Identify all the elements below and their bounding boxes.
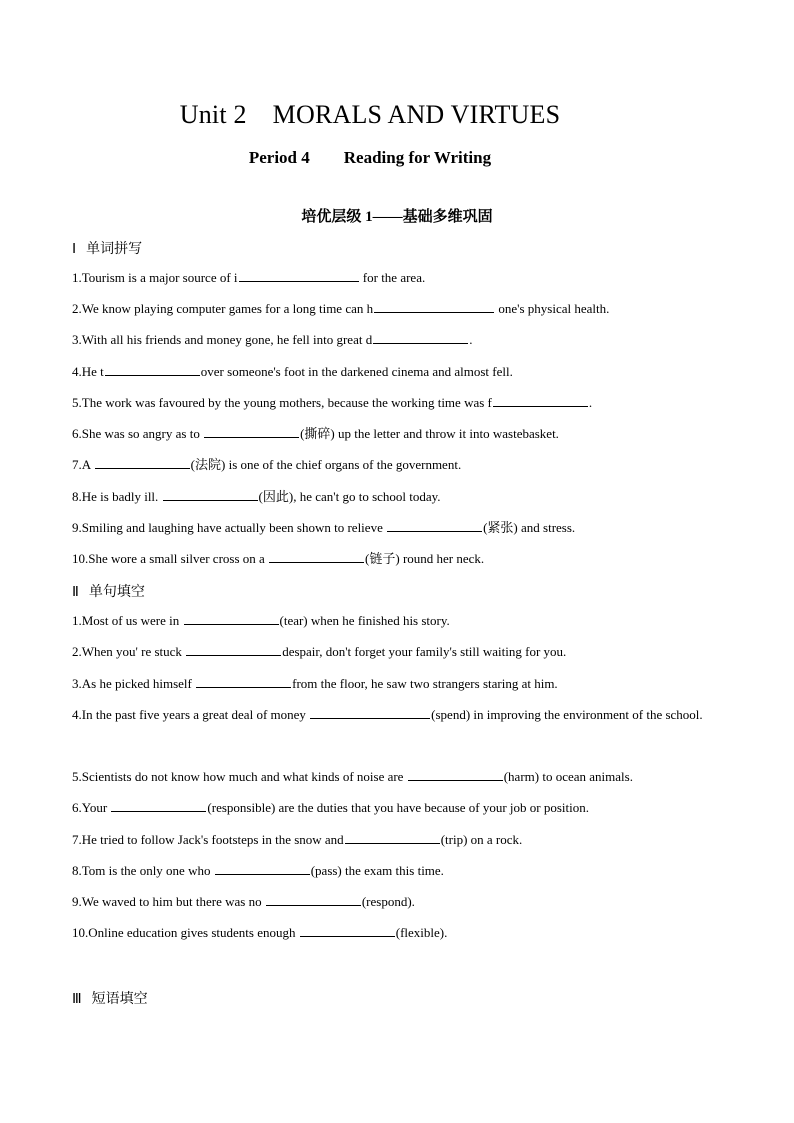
answer-blank[interactable]: [196, 675, 291, 688]
question-item: [72, 456, 724, 474]
answer-blank[interactable]: [105, 363, 200, 376]
answer-blank[interactable]: [269, 550, 364, 563]
question-text: despair, don't forget your family's still waiting for you.: [282, 644, 567, 659]
question-item: [72, 768, 724, 786]
answer-blank[interactable]: [300, 924, 395, 937]
question-text: 4.He t: [72, 364, 104, 379]
answer-blank[interactable]: [95, 456, 190, 469]
answer-blank[interactable]: [373, 331, 468, 344]
period-name: Reading for Writing: [343, 148, 492, 167]
question-text: 2.When you' re stuck: [72, 644, 186, 659]
answer-blank[interactable]: [387, 519, 482, 532]
question-item: [72, 363, 724, 381]
question-text: 9.We waved to him but there was no: [72, 894, 265, 909]
question-item: [72, 394, 724, 412]
question-text: (紧张) and stress.: [483, 520, 576, 535]
question-item: [72, 675, 724, 693]
question-text: 10.Online education gives students enough: [72, 925, 299, 940]
question-text: 8.He is badly ill.: [72, 489, 162, 504]
section-heading: [72, 988, 148, 1008]
section-number: Ⅲ: [72, 992, 82, 1007]
question-item: [72, 612, 724, 630]
answer-blank[interactable]: [493, 394, 588, 407]
question-text: 2.We know playing computer games for a long time can h: [72, 301, 374, 316]
question-item: [72, 924, 724, 942]
question-item: [72, 862, 724, 880]
question-item: [72, 269, 724, 287]
question-text: (法院) is one of the chief organs of the government.: [190, 457, 462, 472]
question-text: 1.Most of us were in: [72, 613, 183, 628]
section-title: 单词拼写: [86, 241, 143, 257]
question-text: (spend) in improving the environment of the school.: [431, 707, 703, 722]
question-text: 7.He tried to follow Jack's footsteps in the snow and: [72, 832, 344, 847]
answer-blank[interactable]: [266, 893, 361, 906]
question-text: 7.A: [72, 457, 94, 472]
question-text: 10.She wore a small silver cross on a: [72, 551, 269, 566]
question-text: 1.Tourism is a major source of i: [72, 270, 238, 285]
question-text: (pass) the exam this time.: [310, 863, 444, 878]
answer-blank[interactable]: [215, 862, 310, 875]
question-text: 6.Your: [72, 800, 111, 815]
question-text: 3.With all his friends and money gone, he fell into great d: [72, 332, 373, 347]
answer-blank[interactable]: [186, 643, 281, 656]
question-text: (flexible).: [395, 925, 448, 940]
question-item: [72, 699, 724, 730]
question-text: (trip) on a rock.: [440, 832, 523, 847]
answer-blank[interactable]: [374, 300, 494, 313]
question-item: [72, 519, 724, 537]
question-item: [72, 550, 724, 568]
question-text: from the floor, he saw two strangers staring at him.: [292, 676, 558, 691]
question-item: [72, 300, 724, 318]
question-text: 5.Scientists do not know how much and what kinds of noise are: [72, 769, 407, 784]
period-number: Period 4: [248, 148, 310, 167]
question-text: (撕碎) up the letter and throw it into wastebasket.: [300, 426, 559, 441]
question-text: for the area.: [359, 270, 426, 285]
question-text: (tear) when he finished his story.: [279, 613, 450, 628]
section-title: 单句填空: [88, 584, 145, 600]
question-text: (链子) round her neck.: [365, 551, 485, 566]
question-text: (harm) to ocean animals.: [503, 769, 633, 784]
question-item: [72, 799, 724, 817]
section-heading: [72, 238, 142, 258]
level-title: 培优层级 1——基础多维巩固: [301, 209, 493, 225]
question-text: (因此), he can't go to school today.: [258, 489, 441, 504]
answer-blank[interactable]: [163, 488, 258, 501]
question-text: 4.In the past five years a great deal of money: [72, 707, 310, 722]
section-title: 短语填空: [91, 991, 148, 1007]
question-text: .: [588, 395, 593, 410]
question-text: (respond).: [361, 894, 415, 909]
period-title: [0, 148, 740, 168]
question-text: 9.Smiling and laughing have actually been shown to relieve: [72, 520, 387, 535]
section-heading: [72, 581, 145, 601]
unit-number: Unit 2: [179, 100, 247, 129]
question-text: over someone's foot in the darkened cinema and almost fell.: [200, 364, 513, 379]
answer-blank[interactable]: [408, 768, 503, 781]
section-number: Ⅱ: [72, 585, 79, 600]
answer-blank[interactable]: [310, 706, 430, 719]
question-text: 6.She was so angry as to: [72, 426, 204, 441]
question-text: 5.The work was favoured by the young mothers, because the working time was f: [72, 395, 492, 410]
answer-blank[interactable]: [111, 799, 206, 812]
question-text: (responsible) are the duties that you have because of your job or position.: [207, 800, 590, 815]
question-text: 3.As he picked himself: [72, 676, 196, 691]
answer-blank[interactable]: [184, 612, 279, 625]
question-item: [72, 425, 724, 443]
question-text: .: [469, 332, 473, 347]
answer-blank[interactable]: [345, 831, 440, 844]
unit-title: [0, 100, 740, 130]
question-item: [72, 831, 724, 849]
unit-name: MORALS AND VIRTUES: [272, 100, 561, 129]
question-text: 8.Tom is the only one who: [72, 863, 214, 878]
question-item: [72, 331, 724, 349]
question-item: [72, 488, 724, 506]
answer-blank[interactable]: [204, 425, 299, 438]
answer-blank[interactable]: [239, 269, 359, 282]
question-item: [72, 643, 724, 661]
question-text: one's physical health.: [495, 301, 610, 316]
question-item: [72, 893, 724, 911]
section-number: Ⅰ: [72, 242, 77, 257]
